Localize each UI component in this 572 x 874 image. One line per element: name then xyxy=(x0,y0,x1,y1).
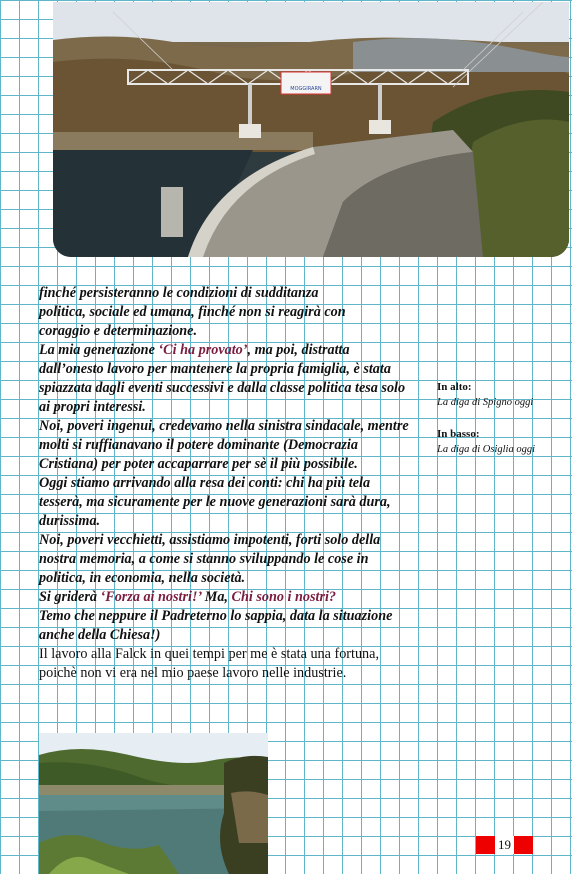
caption-top-heading: In alto: xyxy=(437,381,472,393)
dam-photo-illustration xyxy=(53,2,569,257)
paragraph-resa-dei-conti: Oggi stiamo arrivando alla resa dei conti: chi ha più tela tesserà, ma sicuramente per le nuove generazioni sarà dura, durissima. xyxy=(39,475,391,529)
paragraph-generation-end: , ma poi, distratta dall’onesto lavoro per mantenere la propria famiglia, è stata spiazzata dagli eventi successivi e dalla classe politica tesa solo ai propri interessi. xyxy=(39,342,406,415)
lake-photo-illustration xyxy=(39,733,268,874)
paragraph-generation xyxy=(39,341,417,417)
page-number: 19 xyxy=(495,836,514,854)
body-line-1: finché persisteranno le condizioni di sudditanza xyxy=(39,285,319,301)
quote-forza-ai-nostri: ‘Forza ai nostri!’ xyxy=(100,589,202,605)
paragraph-falck: Il lavoro alla Falck in quei tempi per me è stata una fortuna, poichè non vi era nel mio paese lavoro nelle industrie. xyxy=(39,646,379,681)
body-text xyxy=(39,284,417,683)
page-number-marker-left xyxy=(476,836,495,854)
paragraph-vecchietti: Noi, poveri vecchietti, assistiamo impotenti, forti solo della nostra memoria, a come si stanno sviluppando le cose in politica, in economia, nella società. xyxy=(39,532,381,586)
paragraph-forza-ai-nostri xyxy=(39,588,417,607)
lake-photo xyxy=(39,733,268,874)
body-line-2: politica, sociale ed umana, finché non si reagirà con xyxy=(39,304,346,320)
dam-photo xyxy=(53,2,569,257)
paragraph-generation-start: La mia generazione xyxy=(39,342,159,358)
page-number-marker-right xyxy=(514,836,533,854)
caption-bottom-text: La diga di Osiglia oggi xyxy=(437,444,536,455)
dam-banner-logo: MOGGIRARN xyxy=(290,86,322,92)
paragraph-padreterno: Temo che neppure il Padreterno lo sappia, data la situazione anche della Chiesa!) xyxy=(39,608,393,643)
caption-bottom-heading: In basso: xyxy=(437,428,480,440)
body-line-3: coraggio e determinazione. xyxy=(39,323,198,339)
paragraph-ingenui: Noi, poveri ingenui, credevamo nella sinistra sindacale, mentre molti si ruffianavano il potere dominante (Democrazia Cristiana) per poter accaparrare per sè il più possibile. xyxy=(39,418,409,472)
caption-top-text: La diga di Spigno oggi xyxy=(437,397,534,408)
quote-chi-sono-i-nostri: Chi sono i nostri? xyxy=(231,589,336,605)
paragraph-forza-mid: Ma, xyxy=(201,589,232,605)
quote-ci-ha-provato: ‘Ci ha provato’ xyxy=(158,342,248,358)
photo-caption xyxy=(437,380,567,457)
paragraph-forza-start: Si griderà xyxy=(39,589,101,605)
